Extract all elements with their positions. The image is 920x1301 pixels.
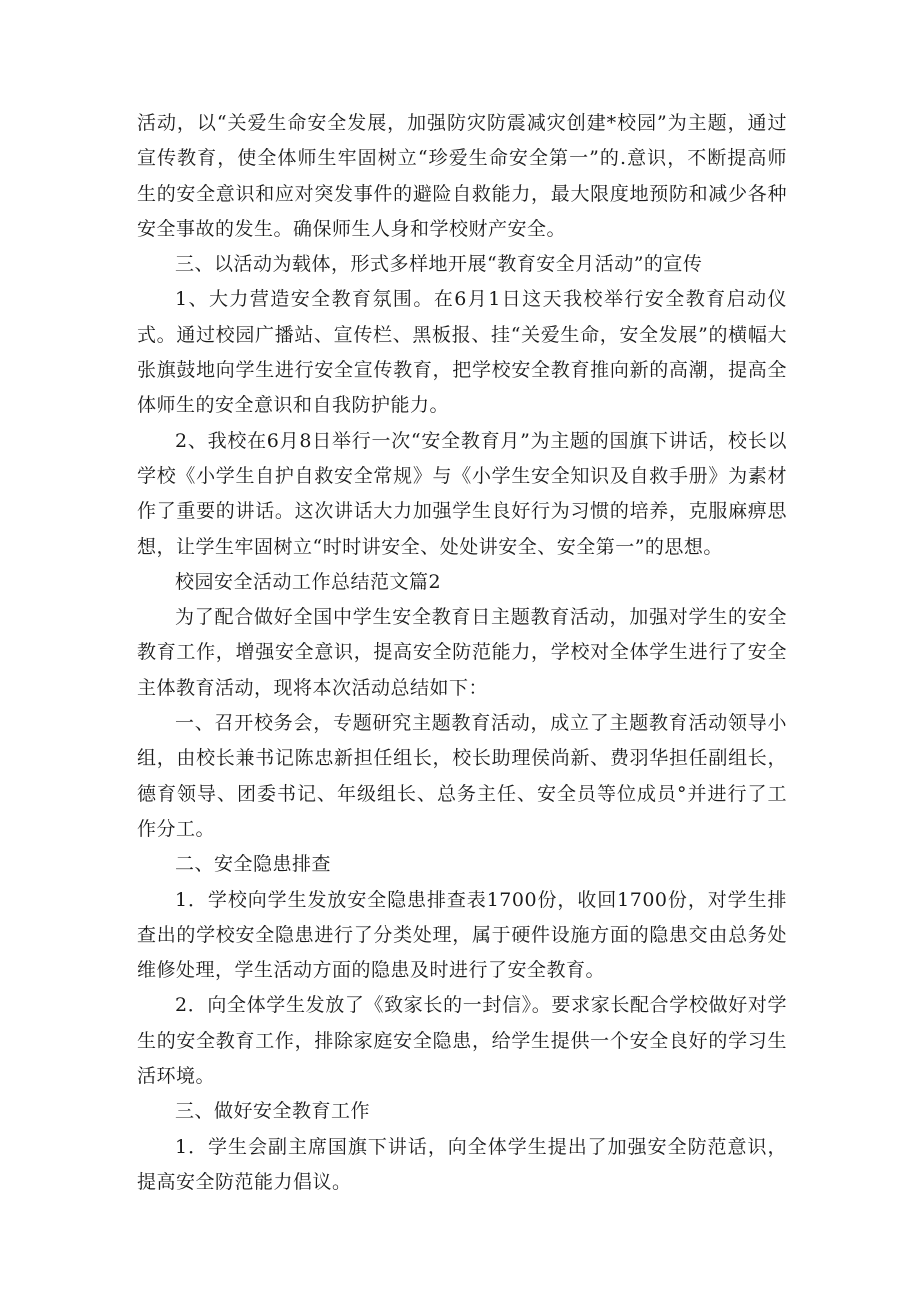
paragraph-item-1: 1、大力营造安全教育氛围。在6月1日这天我校举行安全教育启动仪式。通过校园广播站、宣传栏、黑板报、挂“关爱生命，安全发展”的横幅大张旗鼓地向学生进行安全宣传教育，把学校安全教育推向新的高潮，提高全体师生的安全意识和自我防护能力。 <box>137 288 787 417</box>
paragraph-education-item-1: 1．学生会副主席国旗下讲话，向全体学生提出了加强安全防范意识，提高安全防范能力倡议。 <box>137 1135 787 1193</box>
paragraph-section-1: 一、召开校务会，专题研究主题教育活动，成立了主题教育活动领导小组，由校长兼书记陈忠新担任组长，校长助理侯尚新、费羽华担任副组长，德育领导、团委书记、年级组长、总务主任、安全员等位成员°并进行了工作分工。 <box>137 712 787 840</box>
paragraph-hazard-item-2: 2．向全体学生发放了《致家长的一封信》。要求家长配合学校做好对学生的安全教育工作，排除家庭安全隐患，给学生提供一个安全良好的学习生活环境。 <box>137 994 787 1088</box>
section-heading-activities: 三、以活动为载体，形式多样地开展“教育安全月活动”的宣传 <box>175 253 703 276</box>
paragraph-hazard-item-1: 1．学校向学生发放安全隐患排查表1700份，收回1700份，对学生排查出的学校安全隐患进行了分类处理，属于硬件设施方面的隐患交由总务处维修处理，学生活动方面的隐患及时进行了安全教育。 <box>137 888 787 982</box>
article-title-2: 校园安全活动工作总结范文篇2 <box>175 570 442 593</box>
section-heading-safety-education: 三、做好安全教育工作 <box>175 1100 371 1123</box>
paragraph-intro-continuation: 活动，以“关爱生命安全发展，加强防灾防震减灾创建*校园”为主题，通过宣传教育，使全体师生牢固树立“珍爱生命安全第一”的.意识，不断提高师生的安全意识和应对突发事件的避险自救能力，最大限度地预防和减少各种安全事故的发生。确保师生人身和学校财产安全。 <box>137 112 787 240</box>
paragraph-item-2: 2、我校在6月8日举行一次“安全教育月”为主题的国旗下讲话，校长以学校《小学生自护自救安全常规》与《小学生安全知识及自救手册》为素材作了重要的讲话。这次讲话大力加强学生良好行为习惯的培养，克服麻痹思想，让学生牢固树立“时时讲安全、处处讲安全、安全第一”的思想。 <box>137 429 787 558</box>
paragraph-article2-intro: 为了配合做好全国中学生安全教育日主题教育活动，加强对学生的安全教育工作，增强安全意识，提高安全防范能力，学校对全体学生进行了安全主体教育活动，现将本次活动总结如下： <box>137 606 787 699</box>
document-body <box>137 106 787 1200</box>
section-heading-hazard-check: 二、安全隐患排查 <box>175 853 332 876</box>
